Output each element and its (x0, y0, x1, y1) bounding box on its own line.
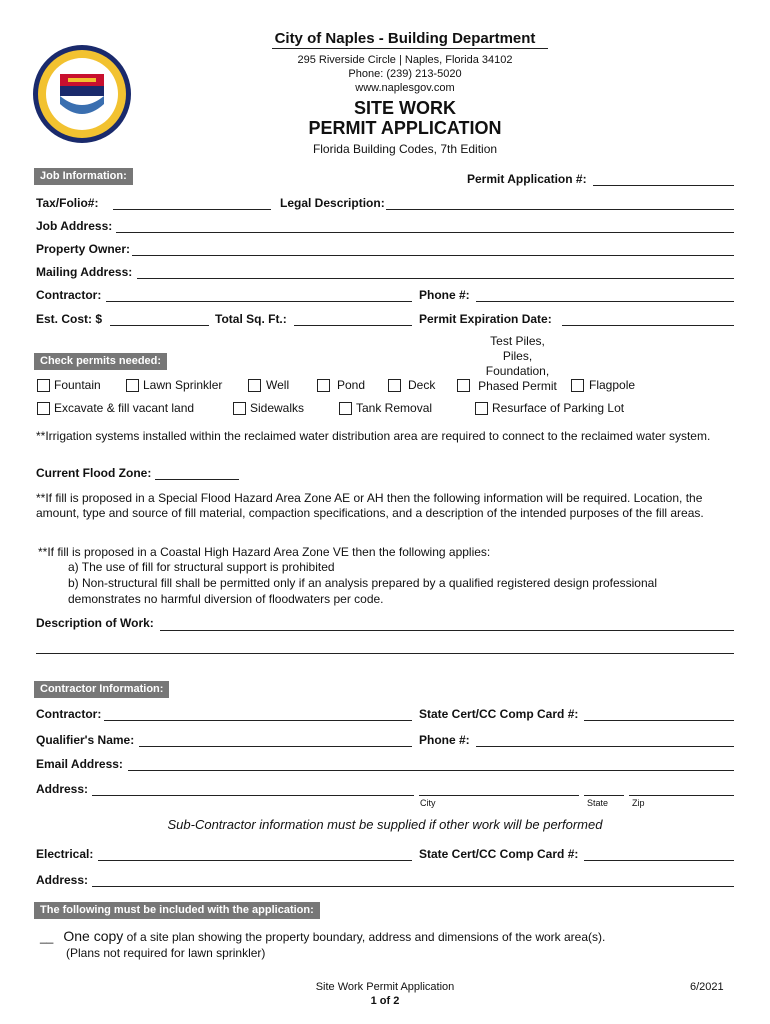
city-field[interactable] (419, 795, 579, 796)
lawn-sprinkler-label: Lawn Sprinkler (143, 378, 223, 392)
flagpole-label: Flagpole (589, 378, 636, 392)
contractor-address-label: Address: (36, 782, 89, 796)
state-cert-label: State Cert/CC Comp Card #: (419, 707, 579, 721)
state-cert-2-label: State Cert/CC Comp Card #: (419, 847, 579, 861)
permit-application-label: Permit Application #: (467, 172, 587, 186)
contractor-field[interactable] (106, 301, 412, 302)
department-website: www.naplesgov.com (355, 82, 455, 94)
est-cost-label: Est. Cost: $ (36, 312, 103, 326)
coastal-note: **If fill is proposed in a Coastal High Hazard Area Zone VE then the following applies: (38, 545, 491, 559)
requirement-1-note: (Plans not required for lawn sprinkler) (66, 946, 266, 960)
electrical-label: Electrical: (36, 847, 94, 861)
description-of-work-field-2[interactable] (36, 653, 734, 654)
footer-date: 6/2021 (690, 981, 724, 993)
street-address-field[interactable] (92, 795, 414, 796)
zip-caption: Zip (632, 798, 645, 808)
qualifier-name-field[interactable] (139, 746, 412, 747)
phased-line-4: Phased Permit (478, 379, 557, 393)
sub-contractor-note: Sub-Contractor information must be supplied if other work will be performed (167, 817, 603, 832)
state-field[interactable] (584, 795, 624, 796)
department-underline (272, 48, 548, 49)
department-phone: Phone: (239) 213-5020 (348, 68, 462, 80)
requirement-1 (40, 928, 605, 944)
email-address-label: Email Address: (36, 757, 123, 771)
irrigation-note: **Irrigation systems installed within the reclaimed water distribution area are required to connect to the reclaimed water system. (36, 429, 711, 443)
description-of-work-label: Description of Work: (36, 616, 154, 630)
department-name: City of Naples - Building Department (274, 30, 536, 47)
coastal-item-a: a) The use of fill for structural support is prohibited (68, 560, 335, 574)
requirements-header: The following must be included with the application: (34, 902, 320, 919)
expiration-date-label: Permit Expiration Date: (419, 312, 552, 326)
coastal-item-b1: b) Non-structural fill shall be permitted only if an analysis prepared by a qualified registered design professional (68, 576, 657, 590)
resurface-parking-checkbox[interactable] (475, 402, 488, 415)
excavate-fill-checkbox[interactable] (37, 402, 50, 415)
phone-field[interactable] (476, 301, 734, 302)
coastal-item-b2: demonstrates no harmful diversion of floodwaters per code. (68, 592, 384, 606)
lawn-sprinkler-checkbox[interactable] (126, 379, 139, 392)
phone-label: Phone #: (419, 288, 470, 302)
tax-folio-field[interactable] (113, 209, 271, 210)
one-copy-text: One copy (63, 928, 124, 944)
well-label: Well (266, 378, 290, 392)
deck-label: Deck (408, 378, 436, 392)
sub-address-field[interactable] (92, 886, 734, 887)
phased-line-1: Test Piles, (490, 334, 545, 348)
contractor-phone-label: Phone #: (419, 733, 470, 747)
phased-line-3: Foundation, (485, 364, 550, 378)
well-checkbox[interactable] (248, 379, 261, 392)
phased-permit-label (470, 334, 565, 394)
permit-application-field[interactable] (593, 185, 734, 186)
contractor-information-header: Contractor Information: (34, 681, 169, 698)
state-cert-field[interactable] (584, 720, 734, 721)
requirement-1-text: of a site plan showing the property boundary, address and dimensions of the work area(s). (123, 930, 606, 944)
check-permits-header: Check permits needed: (34, 353, 167, 370)
tank-removal-checkbox[interactable] (339, 402, 352, 415)
contractor-info-label: Contractor: (36, 707, 102, 721)
phased-line-2: Piles, (502, 349, 533, 363)
footer-page-number: 1 of 2 (370, 995, 400, 1007)
code-edition: Florida Building Codes, 7th Edition (312, 142, 498, 156)
zip-field[interactable] (629, 795, 734, 796)
contractor-phone-field[interactable] (476, 746, 734, 747)
footer-document-title: Site Work Permit Application (315, 981, 455, 993)
form-title-line1: SITE WORK (354, 98, 456, 118)
est-cost-field[interactable] (110, 325, 209, 326)
contractor-info-field[interactable] (104, 720, 412, 721)
legal-description-label: Legal Description: (280, 196, 385, 210)
sub-address-label: Address: (36, 873, 89, 887)
state-caption: State (587, 798, 609, 808)
tax-folio-label: Tax/Folio#: (36, 196, 99, 210)
job-address-label: Job Address: (36, 219, 113, 233)
property-owner-field[interactable] (132, 255, 734, 256)
fountain-label: Fountain (54, 378, 101, 392)
mailing-address-label: Mailing Address: (36, 265, 133, 279)
electrical-field[interactable] (98, 860, 412, 861)
qualifier-name-label: Qualifier's Name: (36, 733, 135, 747)
deck-checkbox[interactable] (388, 379, 401, 392)
city-seal-logo (32, 44, 132, 144)
requirement-1-checkline[interactable]: __ (40, 930, 54, 944)
flagpole-checkbox[interactable] (571, 379, 584, 392)
special-flood-note: **If fill is proposed in a Special Flood Hazard Area Zone AE or AH then the following information will be required. Location, the amount, type and source of fill material, compaction specifications, and a description of the intended purposes of the fill areas. (36, 491, 704, 520)
expiration-date-field[interactable] (562, 325, 734, 326)
resurface-parking-label: Resurface of Parking Lot (492, 401, 625, 415)
excavate-fill-label: Excavate & fill vacant land (54, 401, 195, 415)
tank-removal-label: Tank Removal (356, 401, 433, 415)
sidewalks-checkbox[interactable] (233, 402, 246, 415)
legal-description-field[interactable] (386, 209, 734, 210)
contractor-label: Contractor: (36, 288, 102, 302)
description-of-work-field-1[interactable] (160, 630, 734, 631)
department-address: 295 Riverside Circle | Naples, Florida 34102 (297, 54, 513, 66)
city-caption: City (420, 798, 436, 808)
mailing-address-field[interactable] (137, 278, 734, 279)
property-owner-label: Property Owner: (36, 242, 131, 256)
job-information-header: Job Information: (34, 168, 133, 185)
job-address-field[interactable] (116, 232, 734, 233)
state-cert-2-field[interactable] (584, 860, 734, 861)
pond-label: Pond (337, 378, 366, 392)
flood-zone-field[interactable] (155, 479, 239, 480)
form-title-line2: PERMIT APPLICATION (308, 118, 502, 138)
phased-permit-checkbox[interactable] (457, 379, 470, 392)
pond-checkbox[interactable] (317, 379, 330, 392)
total-sqft-field[interactable] (294, 325, 412, 326)
email-address-field[interactable] (128, 770, 734, 771)
fountain-checkbox[interactable] (37, 379, 50, 392)
sidewalks-label: Sidewalks (250, 401, 305, 415)
flood-zone-label: Current Flood Zone: (36, 466, 152, 480)
total-sqft-label: Total Sq. Ft.: (215, 312, 287, 326)
